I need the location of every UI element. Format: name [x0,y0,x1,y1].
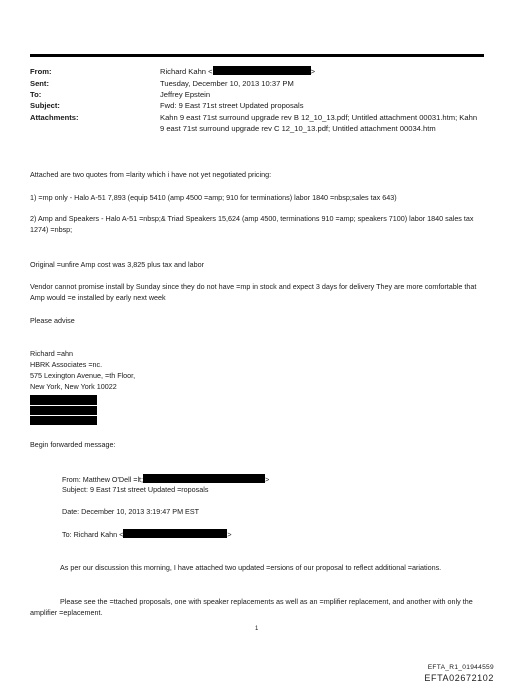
page-number: 1 [255,626,259,632]
forwarded-paragraph-1: As per our discussion this morning, I have attached two updated =ersions of our proposal to reflect additional =ariations. [60,563,442,572]
from-value [160,66,490,77]
redaction-box [30,395,97,405]
to-value: Jeffrey Epstein [160,90,211,99]
quote-2: 2) Amp and Speakers - Halo A-51 =nbsp;& Triad Speakers 15,624 (amp 4500, terminations 910 =amp; speakers 7100) labor 1840 sales tax 1274) =nbsp; [30,214,474,234]
intro-text: Attached are two quotes from =larity which i have not yet negotiated pricing: [30,170,272,179]
redaction-box [30,406,97,415]
signature-address-2: New York, New York 10022 [30,382,117,391]
forwarded-to-tail: > [227,530,232,539]
original-cost: Original =unfire Amp cost was 3,825 plus tax and labor [30,260,204,269]
from-name: Richard Kahn < [160,67,213,76]
forwarded-subject: Subject: 9 East 71st street Updated =roposals [62,485,209,494]
quote-1: 1) =mp only - Halo A-51 7,893 (equip 5410 (amp 4500 =amp; 910 for terminations) labor 1840 =nbsp;sales tax 643) [30,193,397,202]
bates-number-small: EFTA_R1_01944559 [427,664,494,671]
forwarded-to [62,529,482,541]
sent-value: Tuesday, December 10, 2013 10:37 PM [160,79,294,88]
redaction-box [30,416,97,425]
forwarded-from [62,474,482,486]
from-label: From: [30,67,52,76]
subject-value: Fwd: 9 East 71st street Updated proposals [160,101,304,110]
bates-number-large: EFTA02672102 [424,673,494,683]
from-tail: > [310,67,315,76]
signature-address-1: 575 Lexington Avenue, =th Floor, [30,371,136,380]
header-rule [30,54,484,57]
redaction-bar [143,474,265,483]
signature-company: HBRK Associates =nc. [30,360,103,369]
forwarded-from-text: From: Matthew O'Dell =lt; [62,475,144,484]
attachments-value: Kahn 9 east 71st surround upgrade rev B 12_10_13.pdf; Untitled attachment 00031.htm; Kahn 9 east 71st surround upgrade rev C 12_10_13.pdf; Untitled attachment 00034.htm [160,113,478,133]
vendor-note: Vendor cannot promise install by Sunday since they do not have =mp in stock and expect 3 days for delivery They are more comfortable that Amp would =e installed by early next week [30,282,477,302]
forwarded-from-tail: > [265,475,270,484]
sent-label: Sent: [30,79,49,88]
to-label: To: [30,90,42,99]
subject-label: Subject: [30,101,60,110]
please-advise: Please advise [30,316,75,325]
forwarded-paragraph-2: Please see the =ttached proposals, one with speaker replacements as well as an =mplifier replacement, and another with only the amplifier =eplacement. [30,597,473,617]
redaction-bar [213,66,311,75]
begin-forwarded: Begin forwarded message: [30,440,116,449]
attachments-label: Attachments: [30,113,79,122]
signature-name: Richard =ahn [30,349,73,358]
forwarded-to-text: To: Richard Kahn < [62,530,124,539]
forwarded-date: Date: December 10, 2013 3:19:47 PM EST [62,507,200,516]
redaction-bar [123,529,227,538]
